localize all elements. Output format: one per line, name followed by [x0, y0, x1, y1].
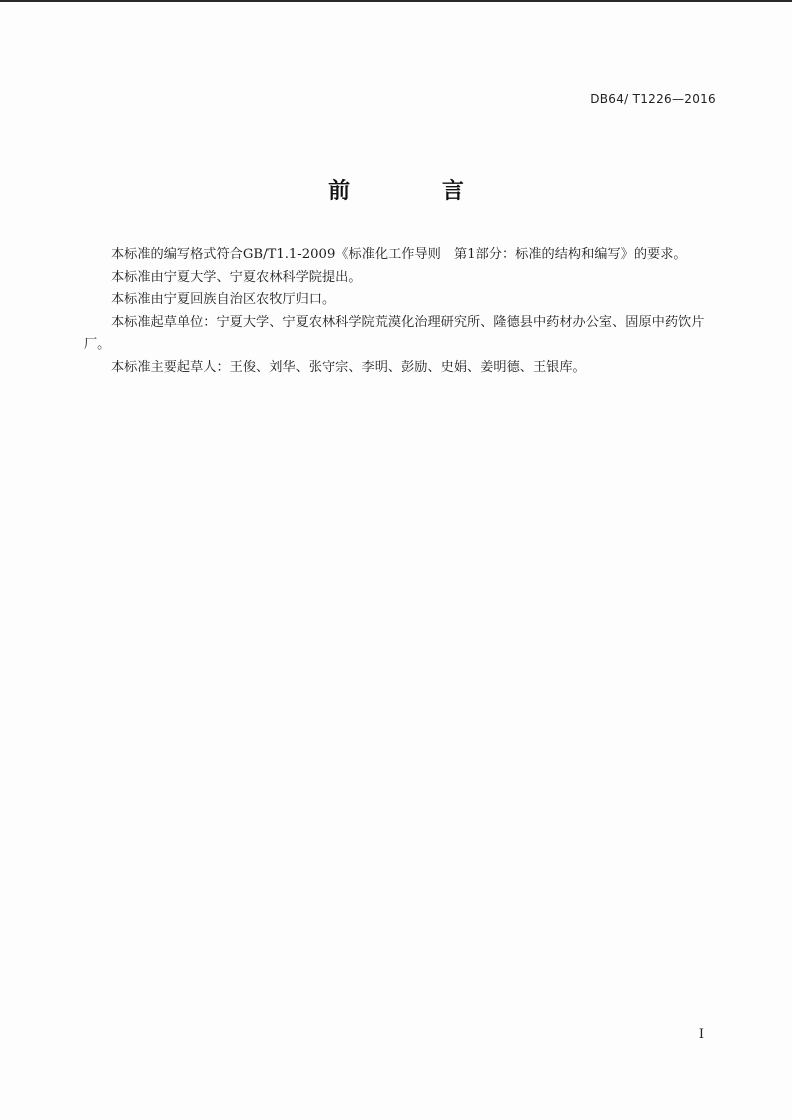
page-number: I [698, 1027, 704, 1042]
paragraph-drafters: 本标准主要起草人：王俊、刘华、张守宗、李明、彭励、史娟、姜明德、王银库。 [111, 359, 586, 375]
section-title: 前 言 [328, 179, 506, 204]
foreword-body [84, 244, 724, 379]
paragraph-format-requirement: 本标准的编写格式符合GB/T1.1-2009《标准化工作导则 第1部分：标准的结构和编写》的要求。 [111, 247, 687, 262]
paragraph-proposer: 本标准由宁夏大学、宁夏农林科学院提出。 [111, 269, 362, 285]
standard-code: DB64/ T1226—2016 [590, 92, 716, 106]
paragraph-administrator: 本标准由宁夏回族自治区农牧厅归口。 [111, 292, 336, 307]
paragraph-drafting-units: 本标准起草单位：宁夏大学、宁夏农林科学院荒漠化治理研究所、隆德县中药材办公室、固原中药饮片厂。 [84, 314, 705, 352]
top-border-line [0, 0, 792, 2]
